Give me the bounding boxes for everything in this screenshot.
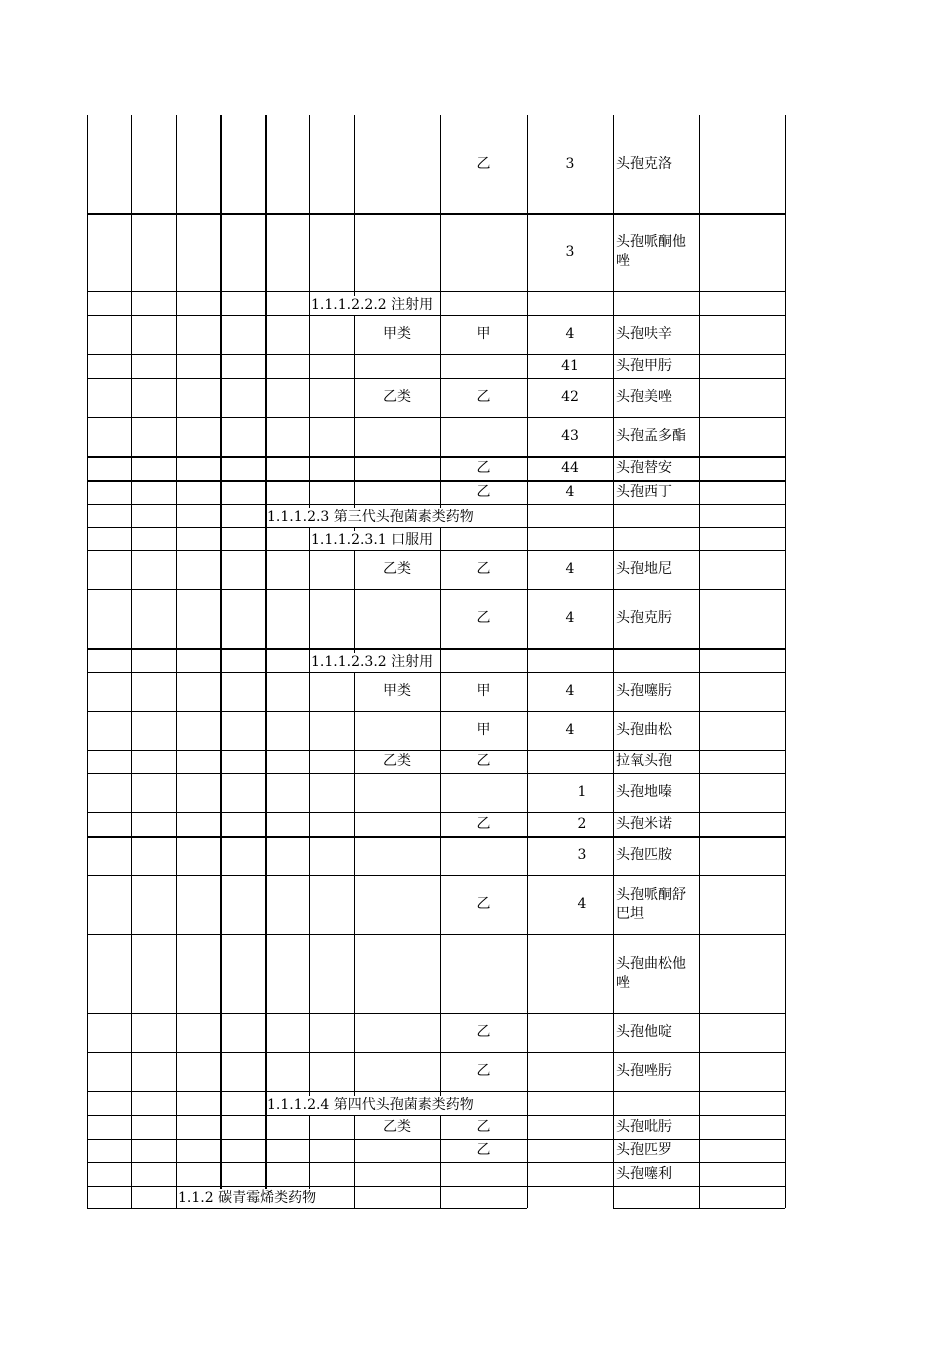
- drug-name-cell: 头孢曲松他唑: [616, 956, 686, 991]
- grade-cell: 乙: [476, 753, 491, 769]
- insurance-class-cell: 甲类: [383, 326, 411, 342]
- drug-name-cell: 头孢他啶: [616, 1024, 672, 1040]
- insurance-class-cell: 乙类: [383, 1119, 411, 1135]
- number-cell: 4: [565, 683, 575, 699]
- grid-hline: [87, 417, 785, 418]
- drug-name-cell: 头孢地嗪: [616, 784, 672, 800]
- grade-cell: 甲: [476, 326, 491, 342]
- grid-hline: [87, 1162, 785, 1163]
- grid-hline: [87, 589, 785, 590]
- grid-hline: [87, 672, 785, 673]
- grid-hline: [87, 456, 785, 458]
- grid-hline: [87, 934, 785, 935]
- grade-cell: 乙: [476, 1119, 491, 1135]
- number-cell: 4: [565, 610, 575, 626]
- number-cell: 4: [577, 896, 587, 912]
- drug-name-cell: 头孢米诺: [616, 816, 672, 832]
- grid-hline: [87, 1208, 527, 1209]
- number-cell: 3: [577, 847, 587, 863]
- drug-name-cell: 头孢哌酮舒巴坦: [616, 887, 686, 922]
- grid-hline: [87, 812, 785, 813]
- grade-cell: 乙: [476, 1024, 491, 1040]
- grid-hline: [87, 378, 785, 379]
- number-cell: 42: [561, 389, 579, 405]
- drug-name-cell: 头孢噻利: [616, 1166, 672, 1182]
- grid-hline: [87, 1013, 785, 1014]
- grid-hline: [87, 711, 785, 712]
- number-cell: 43: [561, 428, 579, 444]
- number-cell: 44: [561, 460, 579, 476]
- grid-vline: [785, 115, 786, 1208]
- drug-name-cell: 头孢匹罗: [616, 1142, 672, 1158]
- number-cell: 4: [565, 722, 575, 738]
- insurance-class-cell: 乙类: [383, 753, 411, 769]
- grid-hline: [613, 1208, 785, 1209]
- grid-hline: [87, 1091, 785, 1092]
- grid-vline: [87, 115, 88, 1208]
- number-cell: 4: [565, 484, 575, 500]
- drug-name-cell: 头孢哌酮他唑: [616, 234, 686, 269]
- grid-vline: [440, 115, 441, 1208]
- drug-name-cell: 拉氧头孢: [616, 753, 672, 769]
- number-cell: 1: [577, 784, 587, 800]
- grid-hline: [87, 213, 785, 215]
- grid-hline: [87, 1139, 785, 1140]
- drug-name-cell: 头孢呋辛: [616, 326, 672, 342]
- drug-name-cell: 头孢替安: [616, 460, 672, 476]
- insurance-class-cell: 乙类: [383, 561, 411, 577]
- grid-vline: [220, 115, 222, 1208]
- grid-hline: [87, 1115, 785, 1116]
- grid-vline: [613, 115, 614, 1208]
- grid-hline: [87, 527, 785, 528]
- drug-name-cell: 头孢甲肟: [616, 358, 672, 374]
- grid-hline: [87, 1186, 785, 1187]
- drug-name-cell: 头孢曲松: [616, 722, 672, 738]
- number-cell: 4: [565, 561, 575, 577]
- drug-name-cell: 头孢美唑: [616, 389, 672, 405]
- number-cell: 4: [565, 326, 575, 342]
- category-heading: 1.1.1.2.4 第四代头孢菌素类药物: [267, 1097, 474, 1113]
- drug-name-cell: 头孢克肟: [616, 610, 672, 626]
- drug-name-cell: 头孢孟多酯: [616, 428, 686, 444]
- category-heading: 1.1.1.2.3.1 口服用: [311, 532, 434, 548]
- grade-cell: 乙: [476, 389, 491, 405]
- grade-cell: 甲: [476, 722, 491, 738]
- grid-hline: [87, 315, 785, 316]
- grid-vline: [131, 115, 132, 1208]
- grade-cell: 乙: [476, 561, 491, 577]
- drug-name-cell: 头孢噻肟: [616, 683, 672, 699]
- grade-cell: 乙: [476, 896, 491, 912]
- insurance-class-cell: 甲类: [383, 683, 411, 699]
- grid-vline: [265, 115, 267, 1208]
- drug-name-cell: 头孢地尼: [616, 561, 672, 577]
- grade-cell: 乙: [476, 816, 491, 832]
- grid-hline: [87, 875, 785, 876]
- number-cell: 41: [561, 358, 579, 374]
- grid-vline: [309, 115, 310, 1208]
- number-cell: 2: [577, 816, 587, 832]
- insurance-class-cell: 乙类: [383, 389, 411, 405]
- grade-cell: 乙: [476, 1142, 491, 1158]
- drug-name-cell: 头孢吡肟: [616, 1119, 672, 1135]
- grid-hline: [87, 750, 785, 751]
- grid-hline: [87, 550, 785, 551]
- drug-name-cell: 头孢唑肟: [616, 1063, 672, 1079]
- category-heading: 1.1.2 碳青霉烯类药物: [178, 1190, 317, 1206]
- grid-hline: [87, 354, 785, 355]
- number-cell: 3: [565, 244, 575, 260]
- grid-hline: [87, 480, 785, 482]
- grid-hline: [87, 1052, 785, 1053]
- number-cell: 3: [565, 156, 575, 172]
- grid-vline: [176, 115, 177, 1208]
- drug-name-cell: 头孢匹胺: [616, 847, 672, 863]
- grade-cell: 乙: [476, 1063, 491, 1079]
- grade-cell: 乙: [476, 610, 491, 626]
- grade-cell: 乙: [476, 484, 491, 500]
- drug-name-cell: 头孢西丁: [616, 484, 672, 500]
- grade-cell: 乙: [476, 460, 491, 476]
- grid-hline: [87, 504, 785, 505]
- grid-hline: [87, 836, 785, 838]
- grade-cell: 乙: [476, 156, 491, 172]
- grid-hline: [87, 773, 785, 774]
- category-heading: 1.1.1.2.2.2 注射用: [311, 297, 434, 313]
- grid-hline: [87, 291, 785, 292]
- grid-hline: [87, 648, 785, 650]
- grid-vline: [699, 115, 700, 1208]
- drug-name-cell: 头孢克洛: [616, 156, 672, 172]
- category-heading: 1.1.1.2.3 第三代头孢菌素类药物: [267, 509, 474, 525]
- grade-cell: 甲: [476, 683, 491, 699]
- category-heading: 1.1.1.2.3.2 注射用: [311, 654, 434, 670]
- grid-vline: [527, 115, 528, 1208]
